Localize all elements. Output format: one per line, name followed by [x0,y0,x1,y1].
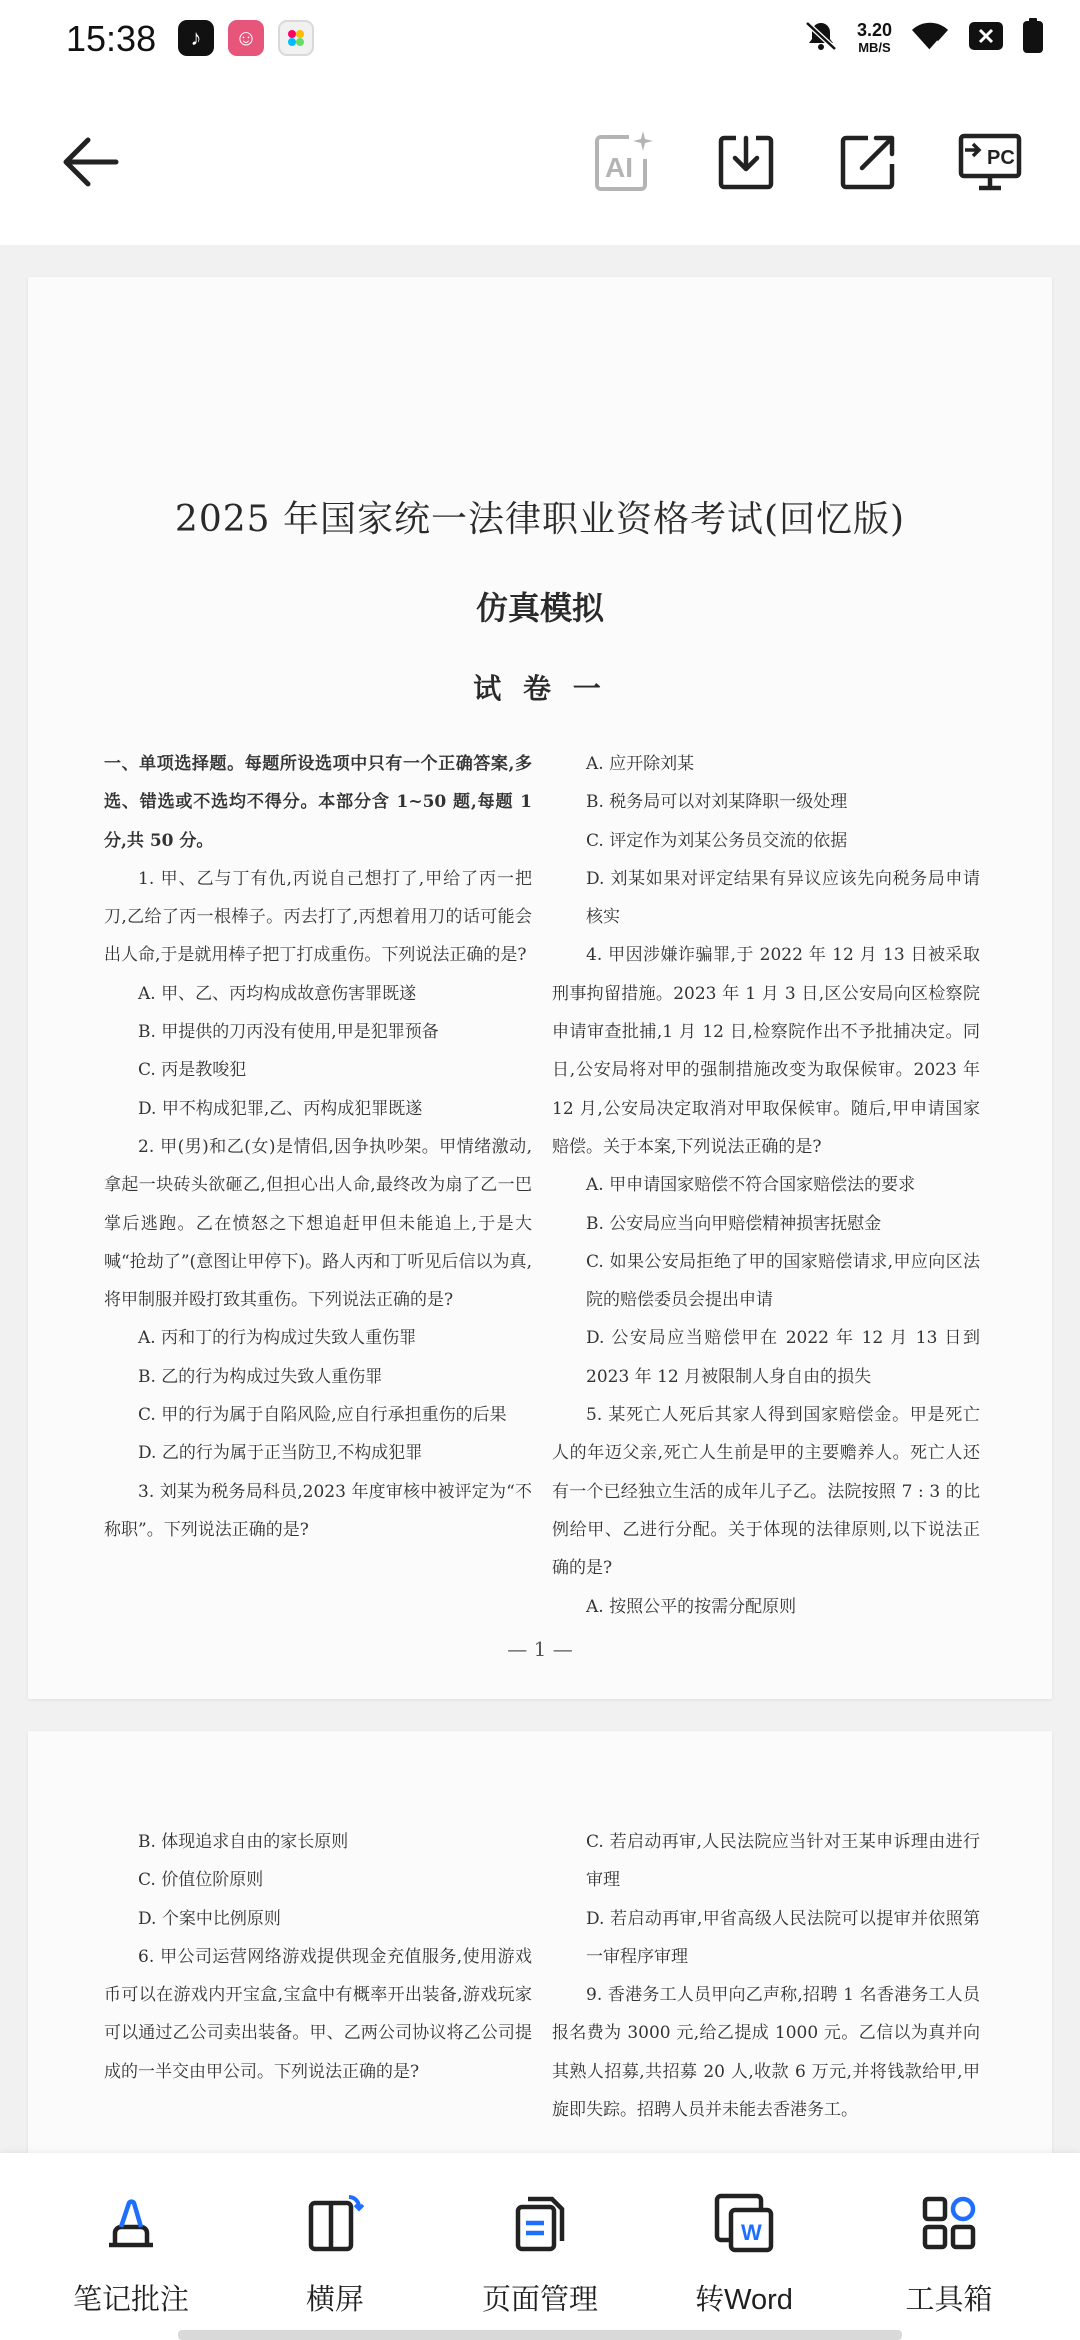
nav-toolbox[interactable] [864,2191,1034,2318]
document-viewer[interactable] [0,245,1080,2153]
tiktok-icon: ♪ [178,20,214,56]
sim-x-icon [968,21,1004,56]
nav-to-word-label: 转Word [695,2284,793,2316]
bottom-nav [0,2153,1080,2340]
top-toolbar [0,80,1080,245]
answer-option: C. 丙是教唆犯 [138,1060,247,1081]
question-text: 4. 甲因涉嫌诈骗罪,于 2022 年 12 月 13 日被采取刑事拘留措施。2023 年 1 月 3 日,区公安局向区检察院申请审查批捕,1 月 12 日,检察院作出不予批捕决定。同日,公安局将对甲的强制措施改变为取保候审。2023 年 12 月,公安局决定取消对甲取保候审。随后,甲申请国家赔偿。关于本案,下列说法正确的是? [552,945,980,1157]
ai-button[interactable] [584,124,660,200]
answer-option: D. 刘某如果对评定结果有异议应该先向税务局申请核实 [586,868,980,928]
question-text: 9. 香港务工人员甲向乙声称,招聘 1 名香港务工人员报名费为 3000 元,给乙提成 1000 元。乙信以为真并向其熟人招募,共招募 20 人,收款 6 万元,并将钱款给甲,甲旋即失踪。招聘人员并未能去香港务工。 [552,1985,980,2121]
question-text: 6. 甲公司运营网络游戏提供现金充值服务,使用游戏币可以在游戏内开宝盒,宝盒中有概率开出装备,游戏玩家可以通过乙公司卖出装备。甲、乙两公司协议将乙公司提成的一半交由甲公司。下列说法正确的是? [104,1946,532,2082]
answer-option: C. 若启动再审,人民法院应当针对王某申诉理由进行审理 [586,1832,980,1891]
net-speed-unit: MB/S [858,39,891,55]
wifi-icon [910,20,950,57]
nav-annotate[interactable] [46,2191,216,2318]
mute-icon [803,19,839,58]
annotate-icon [99,2191,163,2255]
share-icon [838,132,898,192]
page1-left-column [104,745,532,1549]
document-page-1 [28,277,1052,1699]
battery-icon [1022,18,1044,59]
exam-title: 2025 年国家统一法律职业资格考试(回忆版) [174,499,906,540]
exam-subtitle: 仿真模拟 [475,589,604,627]
page2-right-column [552,1823,980,2129]
status-time: 15:38 [66,18,157,59]
question-text: 5. 某死亡人死后其家人得到国家赔偿金。甲是死亡人的年迈父亲,死亡人生前是甲的主要赡养人。死亡人还有一个已经独立生活的成年儿子乙。法院按照 7 : 3 的比例给甲、乙进行分配。关于体现的法律原则,以下说法正确的是? [552,1405,980,1579]
section-instructions: 一、单项选择题。每题所设选项中只有一个正确答案,多选、错选或不选均不得分。本部分含 1~50 题,每题 1 分,共 50 分。 [104,754,532,851]
pc-icon [957,132,1023,192]
answer-option: B. 甲提供的刀丙没有使用,甲是犯罪预备 [138,1022,439,1043]
document-page-2 [28,1731,1052,2153]
page-number: — 1 — [507,1637,573,1661]
page-manage-icon [508,2191,572,2255]
nav-page-manage[interactable] [455,2191,625,2318]
answer-option: C. 评定作为刘某公务员交流的依据 [586,830,848,851]
status-bar [0,0,1080,80]
notification-apps [178,20,314,56]
answer-option: C. 如果公安局拒绝了甲的国家赔偿请求,甲应向区法院的赔偿委员会提出申请 [586,1251,980,1311]
page2-left-column [104,1823,532,2091]
answer-option: A. 甲、乙、丙均构成故意伤害罪既遂 [138,983,417,1004]
exam-paper-label: 试 卷 一 [473,672,607,705]
question-text: 2. 甲(男)和乙(女)是情侣,因争执吵架。甲情绪激动,拿起一块砖头欲砸乙,但担心出人命,最终改为扇了乙一巴掌后逃跑。乙在愤怒之下想追赶甲但未能追上,于是大喊“抢劫了”(意图让甲停下)。路人丙和丁听见后信以为真,将甲制服并殴打致其重伤。下列说法正确的是? [104,1136,532,1311]
net-speed [857,21,892,57]
ai-icon [589,129,655,195]
rotate-screen-icon [303,2191,367,2255]
ai-label: AI [605,152,633,183]
question-text: 3. 刘某为税务局科员,2023 年度审核中被评定为“不称职”。下列说法正确的是? [104,1481,532,1540]
toolbox-icon [917,2191,981,2255]
word-badge: W [741,2220,762,2245]
nav-toolbox-label: 工具箱 [905,2284,993,2316]
answer-option: D. 甲不构成犯罪,乙、丙构成犯罪既遂 [138,1098,423,1119]
answer-option: D. 个案中比例原则 [138,1908,281,1929]
net-speed-value: 3.20 [856,19,892,40]
nav-rotate[interactable] [250,2191,420,2318]
answer-option: C. 价值位阶原则 [138,1870,264,1891]
answer-option: A. 按照公平的按需分配原则 [586,1596,797,1617]
answer-option: A. 应开除刘某 [586,754,695,774]
multicolor-app-icon [278,20,314,56]
download-icon [716,132,776,192]
answer-option: B. 公安局应当向甲赔偿精神损害抚慰金 [586,1213,882,1234]
back-arrow-icon [60,136,120,188]
answer-option: A. 甲申请国家赔偿不符合国家赔偿法的要求 [586,1175,916,1196]
pc-label: PC [987,147,1015,169]
nav-to-word[interactable] [659,2191,829,2318]
answer-option: D. 乙的行为属于正当防卫,不构成犯罪 [138,1443,423,1464]
nav-rotate-label: 横屏 [305,2284,364,2316]
answer-option: C. 甲的行为属于自陷风险,应自行承担重伤的后果 [138,1405,507,1426]
pc-button[interactable] [952,124,1028,200]
question-text: 1. 甲、乙与丁有仇,丙说自己想打了,甲给了丙一把刀,乙给了丙一根棒子。丙去打了,丙想着用刀的话可能会出人命,于是就用棒子把丁打成重伤。下列说法正确的是? [104,868,532,966]
answer-option: B. 税务局可以对刘某降职一级处理 [586,792,848,813]
answer-option: B. 乙的行为构成过失致人重伤罪 [138,1366,383,1387]
answer-option: D. 公安局应当赔偿甲在 2022 年 12 月 13 日到 2023 年 12 月被限制人身自由的损失 [586,1328,980,1387]
download-button[interactable] [708,124,784,200]
answer-option: B. 体现追求自由的家长原则 [138,1832,349,1852]
answer-option: D. 若启动再审,甲省高级人民法院可以提审并依照第一审程序审理 [586,1908,980,1967]
nav-page-manage-label: 页面管理 [481,2284,598,2316]
gesture-bar[interactable] [178,2330,902,2340]
page1-right-column [552,745,980,1626]
back-button[interactable] [52,124,128,200]
status-icons [803,18,1044,59]
answer-option: A. 丙和丁的行为构成过失致人重伤罪 [138,1328,417,1349]
share-button[interactable] [830,124,906,200]
pink-app-icon: ☺ [228,20,264,56]
nav-annotate-label: 笔记批注 [72,2284,189,2316]
word-convert-icon [712,2191,776,2255]
